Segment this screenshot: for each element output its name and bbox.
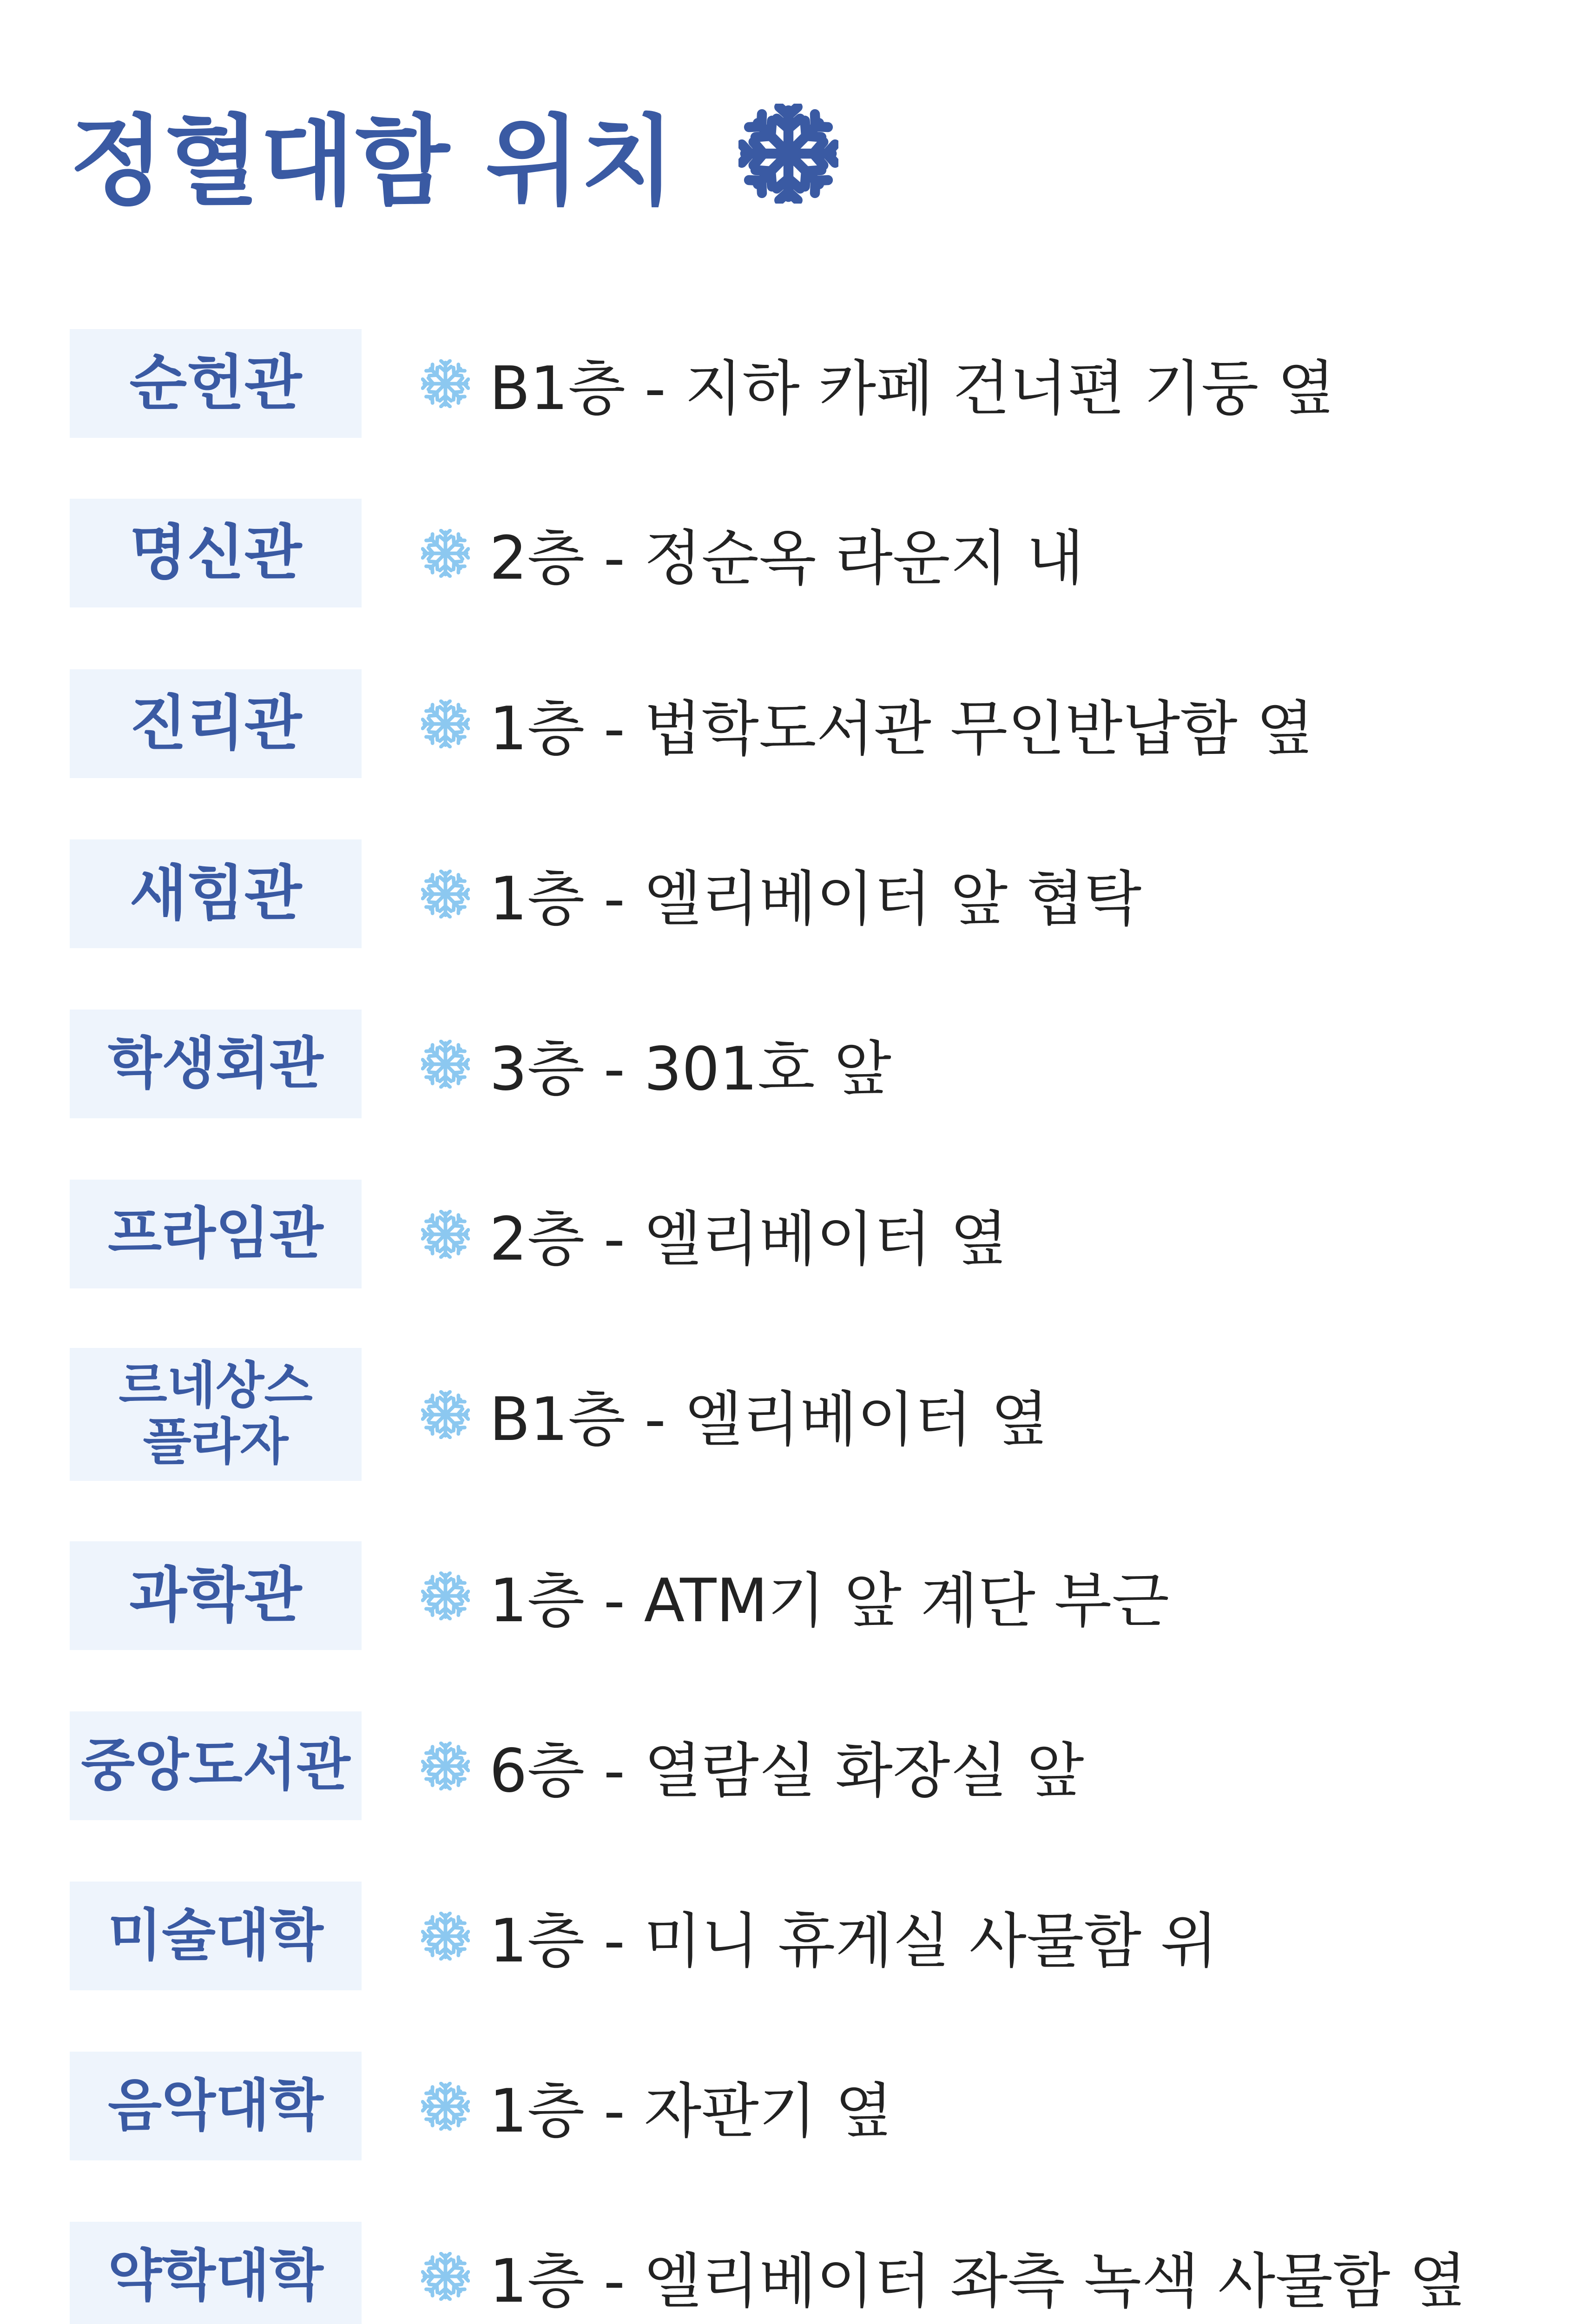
- building-label: 미술대학: [70, 1882, 362, 1990]
- location-text: 6층 - 열람실 화장실 앞: [489, 1736, 1084, 1806]
- building-label: 음악대학: [70, 2052, 362, 2160]
- building-label: 약학대학: [70, 2222, 362, 2324]
- location-text: 1층 - ATM기 앞 계단 부근: [489, 1566, 1169, 1636]
- location-text: B1층 - 지하 카페 건너편 기둥 옆: [489, 354, 1335, 423]
- page-title: 정혈대함 위치: [70, 105, 676, 218]
- location-row-5: [70, 1180, 1534, 1288]
- location-detail: [421, 341, 1335, 426]
- location-detail: [421, 1723, 1084, 1809]
- location-detail: [421, 1021, 891, 1107]
- snowflake-icon: [421, 2252, 470, 2301]
- location-detail: [421, 1553, 1169, 1638]
- location-text: 3층 - 301호 앞: [489, 1035, 891, 1104]
- location-row-3: [70, 839, 1534, 948]
- location-detail: [421, 851, 1141, 937]
- building-label: 진리관: [70, 669, 362, 778]
- location-text: 1층 - 엘리베이터 앞 협탁: [489, 865, 1142, 934]
- location-row-1: [70, 499, 1534, 607]
- location-row-0: [70, 329, 1534, 438]
- snowflake-icon: [421, 1571, 470, 1620]
- building-label: 순헌관: [70, 329, 362, 438]
- snowflake-icon: [421, 870, 470, 918]
- building-label: 명신관: [70, 499, 362, 607]
- snowflake-icon: [421, 700, 470, 748]
- location-detail: [421, 1372, 1048, 1457]
- snowflake-icon: [421, 1040, 470, 1089]
- building-label: 새힘관: [70, 839, 362, 948]
- location-detail: [421, 2063, 893, 2149]
- snowflake-icon: [738, 104, 838, 204]
- location-row-8: [70, 1711, 1534, 1820]
- header: [70, 86, 838, 221]
- location-row-9: [70, 1882, 1534, 1990]
- location-detail: [421, 1893, 1218, 1979]
- building-label: 프라임관: [70, 1180, 362, 1288]
- location-text: 2층 - 정순옥 라운지 내: [489, 524, 1084, 593]
- location-detail: [421, 2233, 1467, 2319]
- snowflake-icon: [421, 1210, 470, 1259]
- location-text: B1층 - 엘리베이터 옆: [489, 1385, 1049, 1454]
- building-label: 학생회관: [70, 1010, 362, 1118]
- snowflake-icon: [421, 359, 470, 408]
- snowflake-icon: [421, 1390, 470, 1439]
- location-row-11: [70, 2222, 1534, 2324]
- snowflake-icon: [421, 1742, 470, 1790]
- location-row-7: [70, 1541, 1534, 1650]
- location-row-10: [70, 2052, 1534, 2160]
- location-text: 1층 - 자판기 옆: [489, 2077, 893, 2146]
- building-label-text: 르네상스 플라자: [119, 1357, 313, 1471]
- location-text: 1층 - 미니 휴게실 사물함 위: [489, 1907, 1218, 1976]
- snowflake-icon: [421, 2082, 470, 2131]
- location-detail: [421, 681, 1314, 766]
- location-text: 1층 - 엘리베이터 좌측 녹색 사물함 옆: [489, 2247, 1467, 2316]
- location-row-2: [70, 669, 1534, 778]
- snowflake-icon: [421, 529, 470, 578]
- location-row-4: [70, 1010, 1534, 1118]
- location-text: 1층 - 법학도서관 무인반납함 옆: [489, 694, 1314, 764]
- snowflake-icon: [421, 1912, 470, 1961]
- location-detail: [421, 510, 1084, 596]
- building-label: 중앙도서관: [70, 1711, 362, 1820]
- location-text: 2층 - 엘리베이터 옆: [489, 1205, 1008, 1274]
- building-label: [70, 1348, 362, 1481]
- building-label: 과학관: [70, 1541, 362, 1650]
- location-detail: [421, 1191, 1008, 1277]
- location-row-6: [70, 1348, 1534, 1481]
